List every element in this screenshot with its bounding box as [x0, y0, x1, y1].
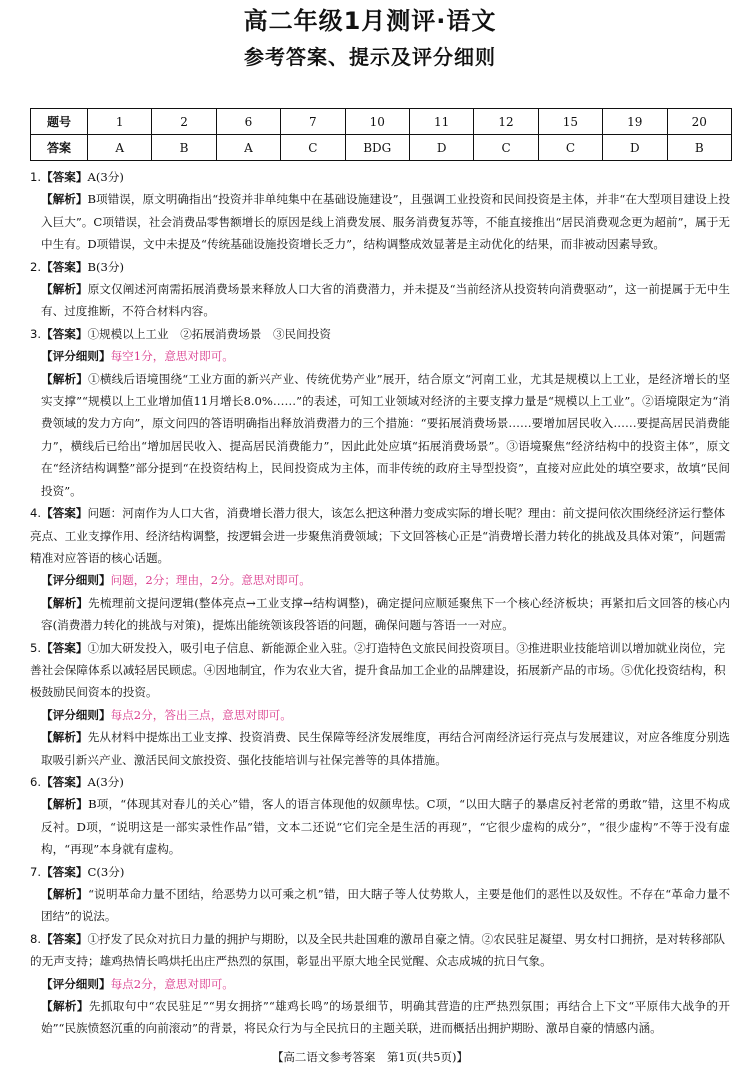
- answer-explanations: [30, 166, 730, 1040]
- answer-cell: D: [603, 135, 667, 161]
- answer-text: A(3分): [87, 170, 124, 184]
- answer-cell: C: [538, 135, 602, 161]
- answer-cell: C: [474, 135, 538, 161]
- question-1-analysis: [30, 188, 730, 255]
- answer-text: ①抒发了民众对抗日力量的拥护与期盼，以及全民共赴国难的激昂自豪之情。②农民驻足凝望、男女村口拥挤，是对转移部队的无声支持；雄鸡热情长鸣烘托出庄严热烈的氛围，彰显出平原大地全民觉醒、众志成城的抗日气象。: [30, 931, 726, 969]
- question-number: 7.: [30, 864, 42, 879]
- analysis-text: B项错误，原文明确指出“投资并非单纯集中在基础设施建设”，且强调工业投资和民间投资是主体，并非“在大型项目建设上投入巨大”。C项错误，社会消费品零售额增长的原因是线上消费发展、服务消费复苏等，不能直接推出“居民消费观念更为超前”，属于无中生有。D项错误，文中未提及“传统基础设施投资增长乏力”，结构调整成效显著是主动优化的结果，而非被动因素导致。: [41, 192, 730, 252]
- answer-cell: A: [216, 135, 280, 161]
- analysis-label: 【解析】: [41, 730, 88, 745]
- question-number-cell: 2: [152, 109, 216, 135]
- answer-text: A(3分): [87, 774, 124, 789]
- question-7-analysis: [30, 883, 730, 928]
- question-number-cell: 11: [409, 109, 473, 135]
- rubric-text: 每点2分，意思对即可。: [110, 976, 234, 991]
- page-subtitle: 参考答案、提示及评分细则: [244, 45, 496, 69]
- question-number-cell: 10: [345, 109, 409, 135]
- question-5-rubric: [30, 704, 730, 726]
- analysis-label: 【解析】: [41, 192, 88, 207]
- question-number-cell: 15: [538, 109, 602, 135]
- answer-label: 【答案】: [41, 326, 88, 341]
- question-8-rubric: [30, 973, 730, 995]
- analysis-label: 【解析】: [41, 887, 89, 901]
- analysis-text: ①横线后语境围绕“工业方面的新兴产业、传统优势产业”展开，结合原文“河南工业，尤其是规模以上工业，是经济增长的坚实支撑”“规模以上工业增加值11月增长8.0%……”的表述，可知工业领域对经济的主要支撑力量是“规模以上工业”。②语境限定为“消费领域的发力方向”，原文问四的答语明确指出释放消费潜力的三个措施：“要拓展消费场景……要增加居民收入……要提高居民消费能力”，横线后已给出“增加居民收入、提高居民消费能力”，因此此处应填“拓展消费场景”。③语境聚焦“经济结构中的投资主体”，原文在“经济结构调整”部分提到“在投资结构上，民间投资成为主体，而非传统的政府主导型投资”，直接对应此处的填空要求，故填“民间投资”。: [41, 371, 730, 498]
- question-number: 4.: [30, 506, 42, 521]
- answer-cell: C: [281, 135, 345, 161]
- answer-label: 【答案】: [41, 170, 88, 184]
- rubric-label: 【评分细则】: [41, 707, 111, 722]
- answer-text: B(3分): [87, 259, 124, 274]
- answer-table-answer-row: [31, 135, 732, 161]
- answer-cell: D: [409, 135, 473, 161]
- question-number-cell: 12: [474, 109, 538, 135]
- question-number-cell: 6: [216, 109, 280, 135]
- answer-table-question-row: [31, 109, 732, 135]
- question-number: 2.: [30, 259, 42, 274]
- answer-label: 【答案】: [41, 774, 88, 789]
- question-8-analysis: [30, 995, 730, 1040]
- answer-cell: A: [88, 135, 152, 161]
- analysis-text: 先抓取句中“农民驻足”“男女拥挤”“雄鸡长鸣”的场景细节，明确其营造的庄严热烈氛围；再结合上下文“平原伟大战争的开始”“民族愤怒沉重的向前滚动”的背景，将民众行为与全民抗日的主题关联，进而概括出拥护期盼、激昂自豪的情感内涵。: [41, 999, 730, 1036]
- rubric-label: 【评分细则】: [41, 573, 111, 588]
- question-7-answer: [30, 861, 730, 883]
- analysis-text: 先从材料中提炼出工业支撑、投资消费、民生保障等经济发展维度，再结合河南经济运行亮点与发展建议，对应各维度分别选取吸引新兴产业、激活民间文旅投资、强化技能培训与社保完善等的具体措施。: [41, 730, 730, 767]
- question-8-answer: [30, 928, 730, 973]
- question-2-answer: [30, 256, 730, 278]
- answer-header: 答案: [31, 135, 88, 161]
- answer-text: C(3分): [87, 864, 125, 879]
- answer-label: 【答案】: [41, 259, 88, 274]
- question-number-cell: 19: [603, 109, 667, 135]
- answer-label: 【答案】: [41, 864, 88, 879]
- rubric-text: 问题，2分；理由，2分。意思对即可。: [110, 573, 311, 588]
- analysis-label: 【解析】: [41, 282, 88, 297]
- analysis-text: “说明革命力量不团结，给恶势力以可乘之机”错，田大瞎子等人仗势欺人，主要是他们的恶性以及奴性。不存在“革命力量不团结”的说法。: [41, 887, 730, 924]
- page-footer: 【高二语文参考答案 第1页(共5页)】: [271, 1050, 469, 1064]
- analysis-label: 【解析】: [41, 797, 89, 812]
- question-3-answer: [30, 323, 730, 345]
- rubric-label: 【评分细则】: [41, 349, 111, 364]
- question-4-answer: [30, 502, 730, 569]
- question-number-header: 题号: [31, 109, 88, 135]
- analysis-text: 先梳理前文提问逻辑(整体亮点→工业支撑→结构调整)，确定提问应顺延聚焦下一个核心经济板块；再紧扣后文回答的核心内容(消费潜力转化的挑战与对策)，提炼出能统领该段答语的问题，确保问题与答语一一对应。: [41, 595, 730, 633]
- question-4-analysis: [30, 592, 730, 637]
- answer-text: 问题：河南作为人口大省，消费增长潜力很大，该怎么把这种潜力变成实际的增长呢？理由：前文提问依次围绕经济运行整体亮点、工业支撑作用、经济结构调整，按逻辑会进一步聚焦消费领域；下文回答核心正是“消费增长潜力转化的挑战及具体对策”，问题需精准对应答语的核心话题。: [30, 506, 726, 565]
- question-3-analysis: [30, 368, 730, 502]
- answer-text: ①规模以上工业 ②拓展消费场景 ③民间投资: [87, 326, 331, 341]
- question-2-analysis: [30, 278, 730, 323]
- answer-text: ①加大研发投入，吸引电子信息、新能源企业入驻。②打造特色文旅民间投资项目。③推进职业技能培训以增加就业岗位，完善社会保障体系以减轻居民顾虑。④因地制宜，作为农业大省，提升食品加工企业的品牌建设，拓展新产品的市场。⑤优化投资结构，积极鼓励民间资本的投资。: [30, 640, 726, 700]
- answer-label: 【答案】: [41, 640, 88, 655]
- rubric-text: 每点2分，答出三点，意思对即可。: [110, 707, 292, 722]
- question-number-cell: 20: [667, 109, 731, 135]
- answer-cell: B: [152, 135, 216, 161]
- analysis-label: 【解析】: [41, 371, 89, 386]
- question-number: 5.: [30, 640, 42, 655]
- question-5-answer: [30, 637, 730, 704]
- question-number-cell: 1: [88, 109, 152, 135]
- analysis-label: 【解析】: [41, 999, 89, 1014]
- question-4-rubric: [30, 569, 730, 591]
- analysis-text: B项，“体现其对春儿的关心”错，客人的语言体现他的奴颜卑怯。C项，“以田大瞎子的暴虐反衬老常的勇敢”错，这里不构成反衬。D项，“说明这是一部实录性作品”错，文本二还说“它们完全是生活的再现”，“它很少虚构的成分”，“很少虚构”不等于没有虚构，“再现”本身就有虚构。: [41, 797, 730, 857]
- question-number: 3.: [30, 326, 42, 341]
- analysis-label: 【解析】: [41, 595, 89, 610]
- question-3-rubric: [30, 345, 730, 367]
- question-5-analysis: [30, 726, 730, 771]
- answer-table: [30, 108, 732, 161]
- page-title: 高二年级1月测评·语文: [243, 7, 497, 35]
- question-number: 6.: [30, 774, 42, 789]
- analysis-text: 原文仅阐述河南需拓展消费场景来释放人口大省的消费潜力，并未提及“当前经济从投资转向消费驱动”，这一前提属于无中生有、过度推断，不符合材料内容。: [41, 282, 730, 319]
- question-6-analysis: [30, 793, 730, 860]
- rubric-text: 每空1分，意思对即可。: [110, 349, 234, 364]
- answer-cell: BDG: [345, 135, 409, 161]
- answer-label: 【答案】: [41, 931, 88, 946]
- question-1-answer: [30, 166, 730, 188]
- rubric-label: 【评分细则】: [41, 976, 111, 991]
- answer-label: 【答案】: [41, 506, 88, 521]
- question-number: 1.: [30, 170, 42, 184]
- answer-cell: B: [667, 135, 731, 161]
- question-6-answer: [30, 771, 730, 793]
- question-number-cell: 7: [281, 109, 345, 135]
- question-number: 8.: [30, 931, 42, 946]
